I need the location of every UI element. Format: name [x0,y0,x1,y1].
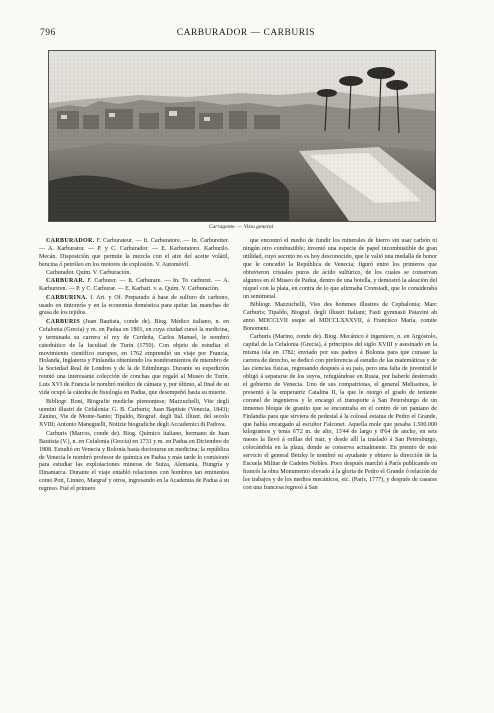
dictionary-entry [39,399,229,431]
dictionary-entry [39,431,229,495]
entry-text: Bibliogr. Mazzuchelli, Vies des hommes illustres de Cephalonia; Marc Carburis; Tipaldo, Biograf. degli illustri Italiani; Fasti gymnasii Patavini ab anno MDCCLVII usque ad MDCCLXXXVII, á Francisco María, comite Bonomeni. [243,301,437,332]
entry-headword: CARBURADOR. [46,238,95,244]
entry-text: Carburador. Quím. V. Carburación. [46,270,131,277]
landscape-photo-illustration [49,51,435,221]
entry-text: que encontró el medio de fundir los minerales de hierro sin usar carbón ni ningún otro combustible; inventó una especie de papel incombustible de gran utilidad, cuyo secreto no es hoy desconocido, que le valió una medalla de honor que le concedió la República de Venecia; figuró entre los primeros que obtuvieron cristales puros de ácido sulfúrico, de los cuales se conservan algunos en el Museo de Padua, dentro de una botella, y demostró la aleación del níquel con la plata, en contra de lo que afirmaba Cronstadt, que lo consideraba un semimetal. [243,238,437,300]
dictionary-entry [243,334,437,493]
page-header [40,28,456,38]
entry-text: f. Art. y Of. Preparado á base de sulfuro de carbono, usado en tintorería y en la economía doméstica para quitar las manchas de grasa de los tejidos. [39,294,229,317]
entry-headword: CARBURIS [46,318,80,325]
entry-headword: CARBURINA. [46,294,88,301]
entry-text: (Juan Bautista, conde de). Biog. Médico italiano, n. en Cefalonia (Grecia) y m. en Padua en 1801, en cuya ciudad cursó la medicina, y terminada su carrera el rey de Cerdeña, Carlos Manuel, le nombró catedrático de la facultad de Turín (1750). Con objeto de estudiar el movimiento científico europeo, en 1762 emprendió un viaje por Francia, Holanda, Inglaterra y Finlandia obteniendo los nombramientos de miembro de la Sociedad Real de Londres y de la de Edimburgo. Durante su expedición reunió una interesante colección de conchas que regaló al Museo de Turín. Luis XVI de Francia le nombró médico de cámara y, por último, al final de su vida ocupó la cátedra de fisiología en Padua, que desempeñó hasta su muerte. [39,318,229,397]
dictionary-entry [39,238,229,270]
dictionary-entry [39,270,229,278]
entry-text: Carburis (Marcos, conde de). Biog. Químico italiano, hermano de Juan Bautista (V.), n. en Cefalonia (Grecia) en 1731 y m. en Padua en Diciembre de 1808. Estudió en Venecia y Bolonia hasta doctorarse en medicina; la república de Venecia le nombró profesor de química en Padua y más tarde lo comisionó para estudiar las explotaciones mineras de Suiza, Alemania, Hungría y Dinamarca. Durante el viaje entabló relaciones con hombres tan eminentes como Pott, Linneo, Margraf y otros, ingresando en la Academia de Padua á su regreso. Fué el primero [39,430,229,493]
left-column [39,238,229,495]
entry-text: Bibliogr. Boni, Biografie mediche piemontese; Mazzuchelli, Vite degli uomini illustri de Cefalonia: G. B. Carburis; Juan Baptiste (Venecia, 1843); Zanino, Vie de Monte-Santo; Tipaldo, Biograf. degli Ital. illustr. del secolo XVIII; Antonio Maneguelli, Notizie biografiche degli Accademici di Padova. [39,398,229,429]
dictionary-entry [39,319,229,399]
running-title: CARBURADOR — CARBURIS [176,28,315,38]
entry-text: Carburis (Marino, conde de). Biog. Mecánico é ingeniero, n. en Argóstolo, capital de la Cefalonia (Grecia), á principios del siglo XVIII y asesinado en la misma isla en 1782; enviado por sus padres á Bolonia para que cursase la carrera de derecho, se dedicó con preferencia al estudio de las matemáticas y de las ciencias físicas, regresando después á su país, pero una falta de juventud le obligó á separarse de los suyos, refugiándose en Rusia, por haberle desterrado el gobierno de Venecia. Uno de sus compatriotas, el general Melissinos, le presentó á la emperatriz Catalina II, la que le otorgó el grado de teniente coronel de ingenieros y le encargó el transporte á San Petersburgo de un inmenso bloque de granito que se encontraba en el centro de un pantano de Finlandia para que sirviera de pedestal á la colosal estatua de Pedro el Grande, que había encargado al escultor Falconet. Aquella mole que pesaba 1.500.000 kilogramos y tenía 6'72 m. de alto, 13'44 de largo y 8'64 de ancho, en seis meses la llevó á orillas del mar, y desde allí la trasladó á San Petersburgo, colocándola en la plaza, donde se conserva actualmente. En premio de este servicio el general Betzky le nombró su ayudante y obtuvo la dirección de la Escuela Militar de Cadetes Nobles. Poco después marchó á París publicando en francés la obra Monumento elevado á la gloria de Pedro el Grande ó relación de los trabajos y de los medios mecánicos, etc. (París, 1777), y después de casarse con una francesa regresó á San [243,334,437,492]
page-number: 796 [40,28,56,38]
figure-photograph [48,50,436,222]
entry-text: F. Carburateur. — It. Carburatore. — In. Carburetter. — A. Karburator. — P. y C. Carburador. — E. Karburatoro. Karburilo. Mecán. Disposición que permite la mezcla con el aire del aceite volátil, bencina ó petróleo en los motores de explosión. V. Automóvil. [39,238,229,268]
dictionary-entry [243,238,437,302]
dictionary-entry [243,302,437,334]
dictionary-entry [39,295,229,319]
figure-caption: Carragente. — Vista general [208,224,274,230]
right-column [243,238,437,493]
dictionary-entry [39,278,229,294]
entry-text: F. Carburer. — It. Carburare. — In. To carburet. — A. Karburiren. — P. y C. Carburar. — E. Karbari. v. a. Quím. V. Carburación. [39,278,229,293]
entry-headword: CARBURAR. [46,278,85,285]
